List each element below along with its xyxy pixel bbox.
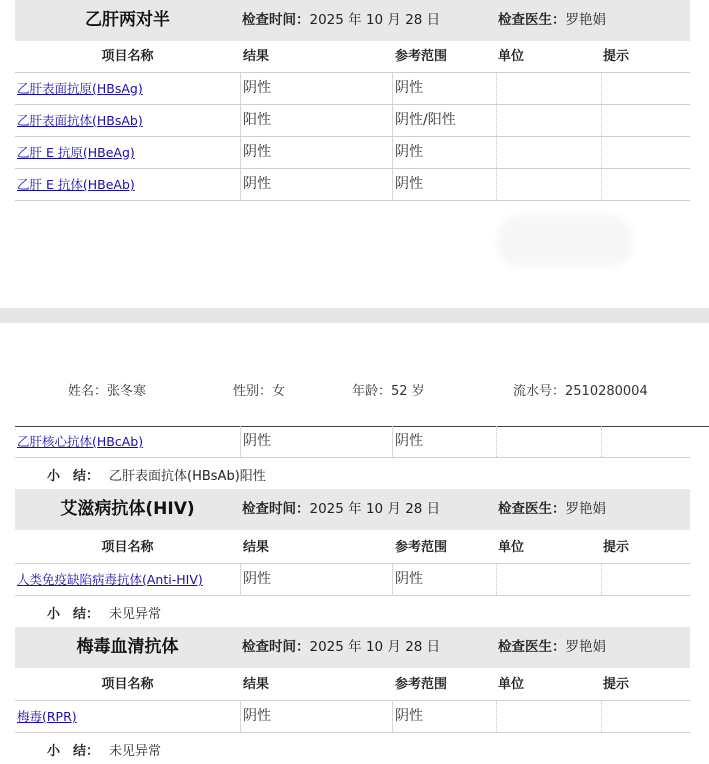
- result-value: 阳性: [243, 112, 271, 128]
- table-row: [15, 169, 690, 201]
- col-unit: 单位: [498, 540, 525, 555]
- patient-age: 年龄：52 岁: [352, 384, 425, 399]
- column-header-row: [15, 532, 690, 564]
- col-item-name: 项目名称: [101, 677, 154, 692]
- col-reference: 参考范围: [395, 540, 448, 555]
- col-result: 结果: [243, 540, 270, 555]
- exam-doctor: 检查医生：罗艳娟: [498, 501, 606, 517]
- col-result: 结果: [243, 677, 270, 692]
- col-item-name: 项目名称: [101, 540, 154, 555]
- section-header-hbv: [15, 0, 690, 41]
- item-link[interactable]: 乙肝表面抗原(HBsAg): [17, 81, 143, 96]
- result-value: 阴性: [243, 571, 271, 587]
- table-row: [15, 426, 690, 458]
- table-row: [15, 137, 690, 169]
- summary-hbv: 小 结： 乙肝表面抗体(HBsAb)阳性: [47, 469, 266, 484]
- blurred-smudge: [497, 214, 633, 268]
- patient-gender: 性别：女: [233, 384, 286, 399]
- result-value: 阴性: [243, 176, 271, 192]
- result-value: 阴性: [243, 708, 271, 724]
- reference-value: 阴性: [395, 708, 423, 724]
- column-header-row: [15, 41, 690, 73]
- reference-value: 阴性: [395, 144, 423, 160]
- section-title: 梅毒血清抗体: [76, 637, 179, 657]
- report-page-2: [0, 323, 709, 764]
- result-value: 阴性: [243, 433, 271, 449]
- exam-doctor: 检查医生：罗艳娟: [498, 12, 606, 28]
- item-link[interactable]: 乙肝表面抗体(HBsAb): [17, 113, 143, 128]
- col-unit: 单位: [498, 49, 525, 64]
- col-item-name: 项目名称: [101, 49, 154, 64]
- result-value: 阴性: [243, 144, 271, 160]
- exam-time: 检查时间：2025 年 10 月 28 日: [242, 639, 441, 655]
- item-link[interactable]: 乙肝核心抗体(HBcAb): [17, 434, 144, 449]
- reference-value: 阴性/阳性: [395, 112, 456, 128]
- reference-value: 阴性: [395, 433, 423, 449]
- exam-doctor: 检查医生：罗艳娟: [498, 639, 606, 655]
- summary-hiv: 小 结： 未见异常: [47, 607, 162, 622]
- table-row: [15, 105, 690, 137]
- reference-value: 阴性: [395, 176, 423, 192]
- col-unit: 单位: [498, 677, 525, 692]
- col-hint: 提示: [603, 677, 630, 692]
- report-page-1: [0, 0, 709, 308]
- page-separator: [0, 308, 709, 323]
- summary-syphilis: 小 结： 未见异常: [47, 744, 162, 759]
- item-link[interactable]: 乙肝 E 抗体(HBeAb): [17, 177, 135, 192]
- reference-value: 阴性: [395, 80, 423, 96]
- section-title: 乙肝两对半: [85, 10, 170, 30]
- exam-time: 检查时间：2025 年 10 月 28 日: [242, 12, 441, 28]
- patient-name: 姓名：张冬寒: [68, 384, 147, 399]
- item-link[interactable]: 人类免疫缺陷病毒抗体(Anti-HIV): [17, 572, 203, 587]
- table-row: [15, 73, 690, 105]
- result-value: 阴性: [243, 80, 271, 96]
- section-title: 艾滋病抗体(HIV): [60, 499, 195, 519]
- section-header-syphilis: [15, 627, 690, 668]
- section-header-hiv: [15, 489, 690, 530]
- exam-time: 检查时间：2025 年 10 月 28 日: [242, 501, 441, 517]
- serial-number: 流水号：2510280004: [513, 384, 648, 399]
- item-link[interactable]: 梅毒(RPR): [17, 709, 77, 724]
- col-reference: 参考范围: [395, 677, 448, 692]
- col-hint: 提示: [603, 540, 630, 555]
- item-link[interactable]: 乙肝 E 抗原(HBeAg): [17, 145, 135, 160]
- table-row: [15, 564, 690, 596]
- table-row: [15, 701, 690, 733]
- col-hint: 提示: [603, 49, 630, 64]
- reference-value: 阴性: [395, 571, 423, 587]
- col-reference: 参考范围: [395, 49, 448, 64]
- col-result: 结果: [243, 49, 270, 64]
- column-header-row: [15, 669, 690, 701]
